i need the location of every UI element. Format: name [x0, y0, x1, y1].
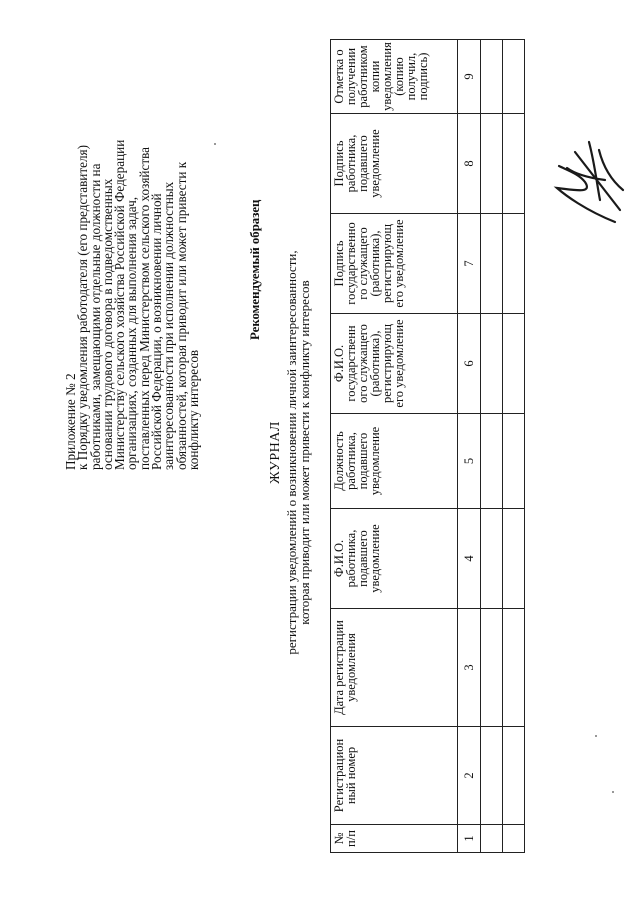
table-row-empty — [503, 40, 525, 853]
appendix-line: заинтересованности при исполнении должностных — [161, 181, 177, 470]
recommended-sample-label: Рекомендуемый образец — [248, 199, 262, 340]
appendix-line: Министерству сельского хозяйства Российской Федерации — [112, 139, 128, 470]
journal-subtitle-line: регистрации уведомлений о возникновении личной заинтересованности, — [284, 250, 299, 655]
header-cell-employee-position: Должность работника, подавшего уведомление — [331, 414, 458, 509]
column-number-cell: 7 — [458, 214, 481, 314]
table-row-empty — [481, 40, 503, 853]
handwritten-signature — [545, 130, 635, 240]
empty-cell — [481, 114, 503, 214]
empty-cell — [503, 727, 525, 825]
journal-subtitle-line: которая приводит или может привести к конфликту интересов — [297, 280, 312, 625]
header-cell-number: № п/п — [331, 825, 458, 853]
appendix-line: поставленных перед Министерством сельского хозяйства — [136, 146, 152, 470]
scan-speck — [612, 791, 614, 793]
header-cell-registrar-signature: Подпись государственно го служащего (работника), регистрирующ его уведомление — [331, 214, 458, 314]
appendix-line: основании трудового договора в подведомственных — [99, 178, 115, 470]
scan-speck — [595, 735, 597, 737]
column-number-cell: 3 — [458, 609, 481, 727]
journal-subtitle — [285, 0, 311, 905]
column-number-cell: 9 — [458, 40, 481, 114]
empty-cell — [481, 414, 503, 509]
column-number-cell: 4 — [458, 509, 481, 609]
empty-cell — [481, 609, 503, 727]
column-number-cell: 2 — [458, 727, 481, 825]
header-cell-registrar-name: Ф.И.О. государственн ого служащего (работника), регистрирующ его уведомление — [331, 314, 458, 414]
empty-cell — [503, 414, 525, 509]
empty-cell — [503, 214, 525, 314]
appendix-line: конфликту интересов — [185, 349, 201, 470]
empty-cell — [481, 825, 503, 853]
header-cell-employee-name: Ф.И.О. работника, подавшего уведомление — [331, 509, 458, 609]
journal-title: ЖУРНАЛ — [268, 421, 283, 484]
table-row-column-numbers — [458, 40, 481, 853]
empty-cell — [481, 214, 503, 314]
column-number-cell: 5 — [458, 414, 481, 509]
header-cell-registration-date: Дата регистрации уведомления — [331, 609, 458, 727]
empty-cell — [503, 825, 525, 853]
column-number-cell: 1 — [458, 825, 481, 853]
empty-cell — [503, 314, 525, 414]
header-cell-registration-number: Регистрацион ный номер — [331, 727, 458, 825]
column-number-cell: 8 — [458, 114, 481, 214]
appendix-block — [65, 20, 200, 470]
appendix-line: организациях, созданных для выполнения задач, — [124, 196, 140, 470]
table-header-row — [331, 40, 458, 853]
header-cell-copy-received: Отметка о получении работником копии уведомления (копию получил, подпись) — [331, 40, 458, 114]
empty-cell — [503, 509, 525, 609]
empty-cell — [503, 609, 525, 727]
empty-cell — [481, 509, 503, 609]
appendix-line: работниками, замещающими отдельные должности на — [87, 163, 103, 470]
appendix-line: обязанностей, которая приводит или может привести к — [173, 161, 189, 470]
appendix-line: к Порядку уведомления работодателя (его представителя) — [75, 144, 91, 470]
empty-cell — [503, 114, 525, 214]
scan-speck — [214, 143, 216, 145]
empty-cell — [481, 314, 503, 414]
header-cell-employee-signature: Подпись работника, подавшего уведомление — [331, 114, 458, 214]
column-number-cell: 6 — [458, 314, 481, 414]
empty-cell — [481, 40, 503, 114]
appendix-line: Российской Федерации, о возникновении личной — [149, 193, 165, 470]
registration-table — [330, 39, 525, 853]
empty-cell — [503, 40, 525, 114]
empty-cell — [481, 727, 503, 825]
appendix-line: Приложение № 2 — [63, 373, 78, 470]
